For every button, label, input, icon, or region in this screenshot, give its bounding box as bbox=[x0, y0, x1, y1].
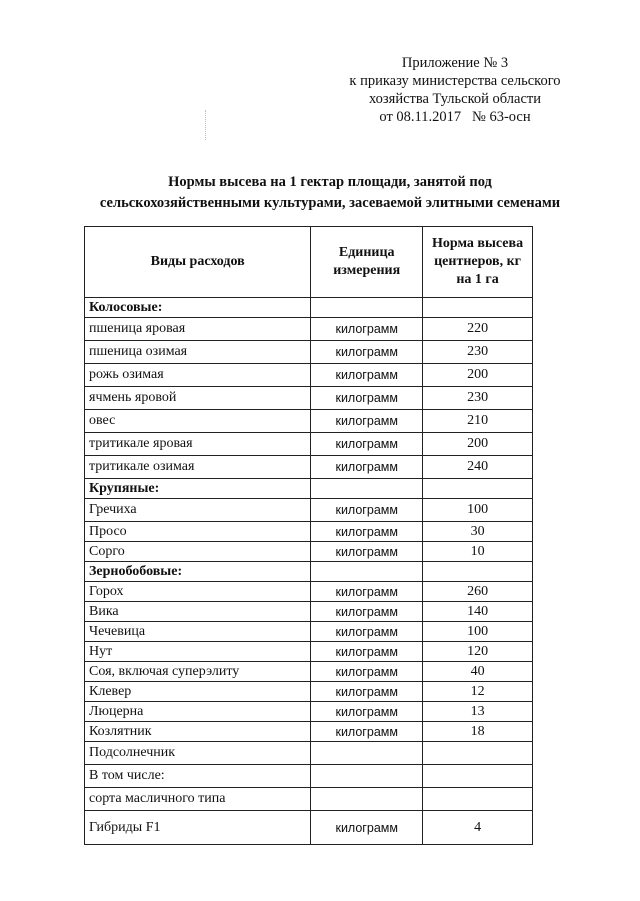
row-name: Просо bbox=[85, 522, 311, 542]
seeding-norms-table bbox=[84, 226, 533, 845]
row-unit bbox=[311, 479, 423, 499]
category-row bbox=[85, 479, 533, 499]
row-norm: 18 bbox=[423, 722, 533, 742]
table-row bbox=[85, 433, 533, 456]
row-name: рожь озимая bbox=[85, 364, 311, 387]
row-name: Вика bbox=[85, 602, 311, 622]
annex-ministry: хозяйства Тульской области bbox=[368, 91, 542, 107]
row-name: тритикале озимая bbox=[85, 456, 311, 479]
row-name: сорта масличного типа bbox=[85, 788, 311, 811]
scan-speck bbox=[205, 110, 208, 140]
row-norm: 40 bbox=[423, 662, 533, 682]
row-norm bbox=[423, 562, 533, 582]
table-row bbox=[85, 341, 533, 364]
row-norm: 230 bbox=[423, 341, 533, 364]
row-name: Крупяные: bbox=[85, 479, 311, 499]
row-norm bbox=[423, 765, 533, 788]
row-name: Соя, включая суперэлиту bbox=[85, 662, 311, 682]
table-row bbox=[85, 662, 533, 682]
annex-number: Приложение № 3 bbox=[401, 55, 509, 71]
table-row bbox=[85, 722, 533, 742]
table-row bbox=[85, 702, 533, 722]
row-norm bbox=[423, 298, 533, 318]
table-row bbox=[85, 682, 533, 702]
row-unit: килограмм bbox=[311, 341, 423, 364]
row-norm: 240 bbox=[423, 456, 533, 479]
row-name: Колосовые: bbox=[85, 298, 311, 318]
row-name: В том числе: bbox=[85, 765, 311, 788]
row-unit: килограмм bbox=[311, 642, 423, 662]
row-unit: килограмм bbox=[311, 364, 423, 387]
row-norm: 13 bbox=[423, 702, 533, 722]
row-norm: 230 bbox=[423, 387, 533, 410]
row-unit: килограмм bbox=[311, 582, 423, 602]
row-unit: килограмм bbox=[311, 387, 423, 410]
table-row bbox=[85, 642, 533, 662]
table-row bbox=[85, 811, 533, 845]
table-row bbox=[85, 742, 533, 765]
table-row bbox=[85, 410, 533, 433]
row-unit: килограмм bbox=[311, 811, 423, 845]
row-unit bbox=[311, 788, 423, 811]
row-norm: 140 bbox=[423, 602, 533, 622]
category-row bbox=[85, 562, 533, 582]
row-unit bbox=[311, 298, 423, 318]
row-norm: 200 bbox=[423, 433, 533, 456]
row-unit: килограмм bbox=[311, 542, 423, 562]
header-norm: Норма высева центнеров, кг на 1 га bbox=[423, 227, 533, 298]
row-norm: 100 bbox=[423, 499, 533, 522]
row-norm bbox=[423, 479, 533, 499]
table-row bbox=[85, 456, 533, 479]
row-unit: килограмм bbox=[311, 318, 423, 341]
annex-header bbox=[330, 54, 580, 126]
row-name: Нут bbox=[85, 642, 311, 662]
table-row bbox=[85, 622, 533, 642]
annex-date-number: от 08.11.2017 № 63-осн bbox=[379, 109, 531, 125]
table-row bbox=[85, 542, 533, 562]
row-norm: 100 bbox=[423, 622, 533, 642]
row-norm: 210 bbox=[423, 410, 533, 433]
row-norm bbox=[423, 742, 533, 765]
table-row bbox=[85, 522, 533, 542]
row-unit: килограмм bbox=[311, 702, 423, 722]
row-name: Чечевица bbox=[85, 622, 311, 642]
row-name: ячмень яровой bbox=[85, 387, 311, 410]
row-unit: килограмм bbox=[311, 622, 423, 642]
annex-order-ref: к приказу министерства сельского bbox=[349, 73, 561, 89]
row-unit: килограмм bbox=[311, 522, 423, 542]
document-title bbox=[60, 172, 600, 214]
table-row bbox=[85, 387, 533, 410]
row-name: тритикале яровая bbox=[85, 433, 311, 456]
row-name: Клевер bbox=[85, 682, 311, 702]
row-name: Козлятник bbox=[85, 722, 311, 742]
table-row bbox=[85, 364, 533, 387]
row-unit: килограмм bbox=[311, 602, 423, 622]
row-unit: килограмм bbox=[311, 410, 423, 433]
row-name: Подсолнечник bbox=[85, 742, 311, 765]
row-norm: 200 bbox=[423, 364, 533, 387]
row-name: Горох bbox=[85, 582, 311, 602]
row-name: Зернобобовые: bbox=[85, 562, 311, 582]
row-name: овес bbox=[85, 410, 311, 433]
row-unit bbox=[311, 562, 423, 582]
row-norm: 260 bbox=[423, 582, 533, 602]
row-unit: килограмм bbox=[311, 433, 423, 456]
row-name: Люцерна bbox=[85, 702, 311, 722]
row-unit: килограмм bbox=[311, 682, 423, 702]
table-row bbox=[85, 602, 533, 622]
row-unit bbox=[311, 765, 423, 788]
row-norm: 30 bbox=[423, 522, 533, 542]
row-name: Гибриды F1 bbox=[85, 811, 311, 845]
row-unit: килограмм bbox=[311, 662, 423, 682]
header-expense-type: Виды расходов bbox=[85, 227, 311, 298]
row-unit: килограмм bbox=[311, 722, 423, 742]
title-line-2: сельскохозяйственными культурами, засеваемой элитными семенами bbox=[99, 195, 561, 211]
row-unit: килограмм bbox=[311, 499, 423, 522]
row-norm: 4 bbox=[423, 811, 533, 845]
row-norm: 220 bbox=[423, 318, 533, 341]
row-name: пшеница яровая bbox=[85, 318, 311, 341]
table-header-row bbox=[85, 227, 533, 298]
table-row bbox=[85, 318, 533, 341]
row-norm: 12 bbox=[423, 682, 533, 702]
table-row bbox=[85, 765, 533, 788]
row-unit: килограмм bbox=[311, 456, 423, 479]
row-name: Гречиха bbox=[85, 499, 311, 522]
row-norm: 120 bbox=[423, 642, 533, 662]
table-row bbox=[85, 582, 533, 602]
row-norm: 10 bbox=[423, 542, 533, 562]
table-row bbox=[85, 499, 533, 522]
category-row bbox=[85, 298, 533, 318]
row-unit bbox=[311, 742, 423, 765]
table-row bbox=[85, 788, 533, 811]
row-name: пшеница озимая bbox=[85, 341, 311, 364]
header-unit: Единица измерения bbox=[311, 227, 423, 298]
row-name: Сорго bbox=[85, 542, 311, 562]
row-norm bbox=[423, 788, 533, 811]
title-line-1: Нормы высева на 1 гектар площади, занятой под bbox=[168, 174, 492, 190]
